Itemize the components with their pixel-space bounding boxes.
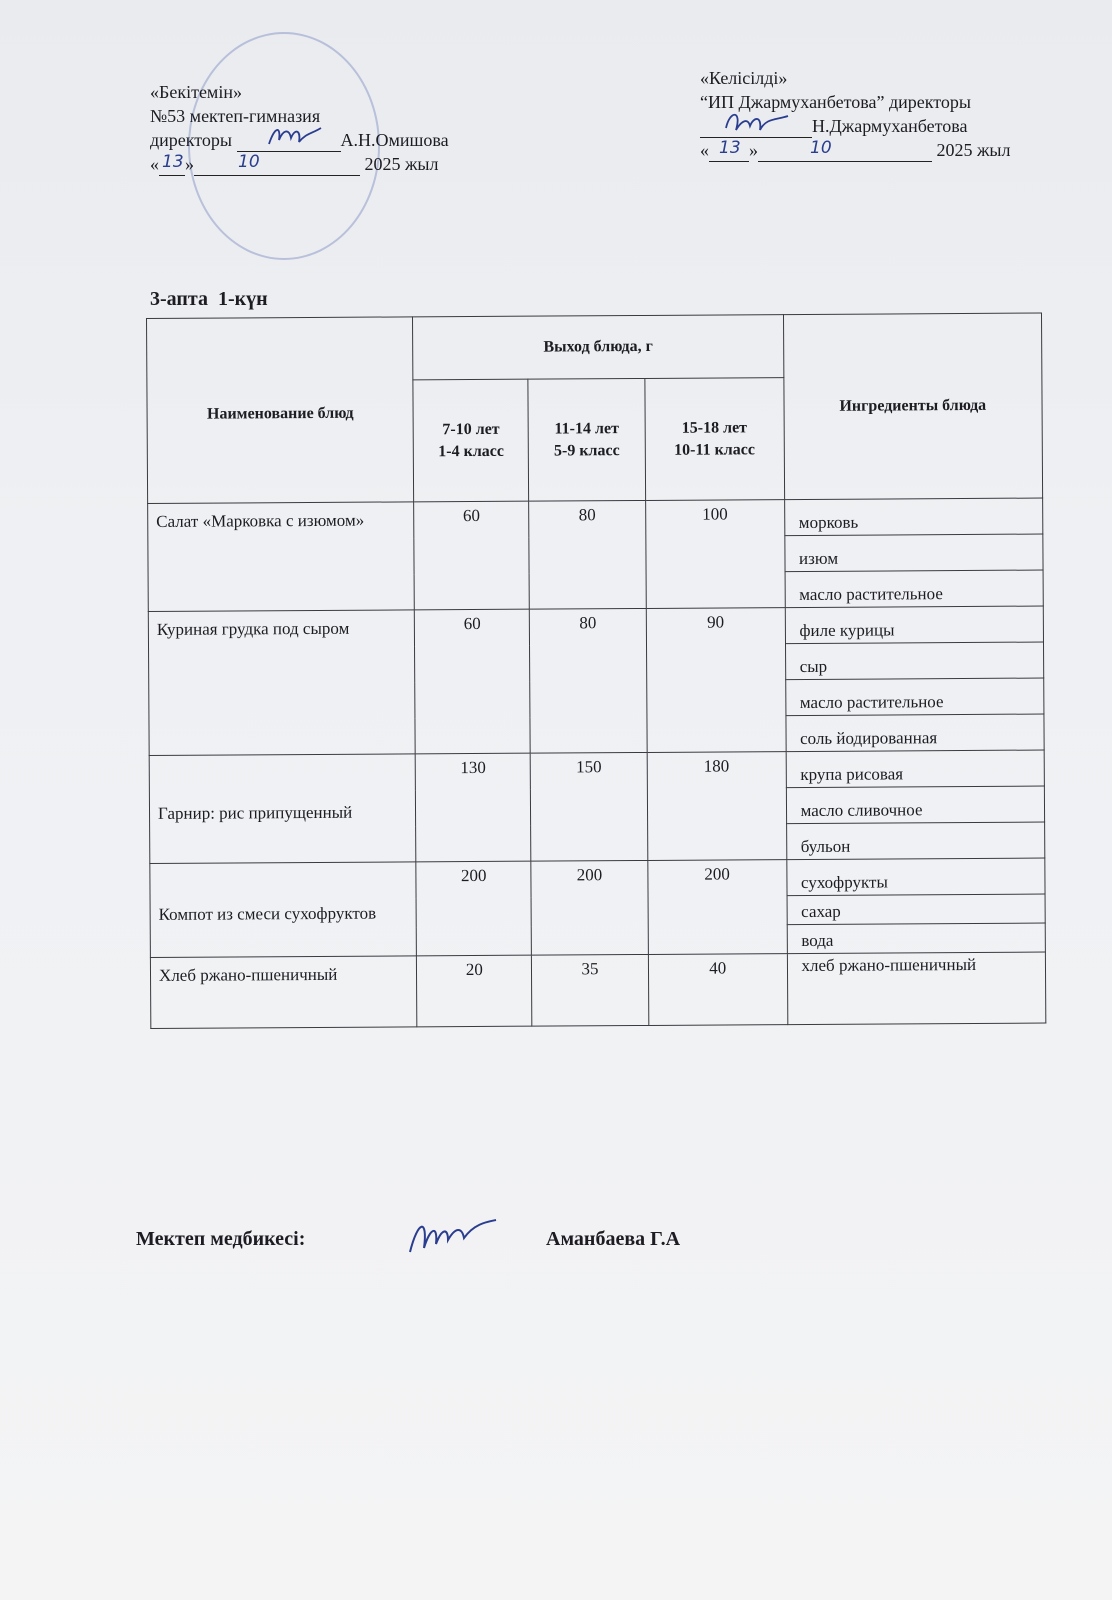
ingredient: соль йодированная <box>785 714 1044 752</box>
company-director-line <box>700 114 1011 138</box>
signature-line <box>700 118 812 138</box>
ingredient: масло сливочное <box>786 786 1045 824</box>
company-director-name: Н.Джармуханбетова <box>812 116 968 136</box>
ingredient: бульон <box>786 822 1045 860</box>
dish-name: Салат «Марковка с изюмом» <box>148 502 415 612</box>
date-day: 13 <box>719 138 741 158</box>
date-line: « 13 » 10 2025 жыл <box>700 138 1011 160</box>
yield-11-14: 80 <box>529 500 646 609</box>
yield-15-18: 180 <box>647 752 786 861</box>
dish-name: Хлеб ржано-пшеничный <box>150 956 417 1029</box>
yield-15-18: 200 <box>648 860 787 955</box>
menu-table <box>146 313 1046 1029</box>
company-director: “ИП Джармуханбетова” директоры <box>700 92 971 112</box>
age-group-1: 7-10 лет 1-4 класс <box>413 379 528 502</box>
director-label: директоры <box>150 130 233 150</box>
header-ingredients: Ингредиенты блюда <box>783 313 1043 500</box>
date-line: « 13 » 10 2025 жыл <box>150 152 439 174</box>
table-row <box>149 750 1044 791</box>
director-name: А.Н.Омишова <box>340 130 449 150</box>
yield-7-10: 60 <box>415 609 531 754</box>
dish-name: Гарнир: рис припущенный <box>149 754 416 864</box>
ingredient: сыр <box>785 642 1044 680</box>
ingredient: хлеб ржано-пшеничный <box>787 952 1046 1025</box>
ingredient: масло растительное <box>785 678 1044 716</box>
dish-name: Компот из смеси сухофруктов <box>150 862 417 958</box>
yield-11-14: 35 <box>532 954 649 1026</box>
school-name: №53 мектеп-гимназия <box>150 106 321 126</box>
header-dish-name: Наименование блюд <box>147 317 415 504</box>
age-group-3: 15-18 лет 10-11 класс <box>645 378 784 501</box>
agree-heading: «Келісілді» <box>700 68 788 88</box>
director-line <box>150 128 449 152</box>
date-month: 10 <box>238 152 260 172</box>
yield-11-14: 80 <box>529 608 647 753</box>
ingredient: крупа рисовая <box>786 750 1045 788</box>
yield-15-18: 100 <box>646 500 785 609</box>
header-row <box>147 313 1042 381</box>
ingredient: вода <box>787 923 1046 954</box>
yield-7-10: 130 <box>416 753 531 862</box>
date-day: 13 <box>162 152 184 172</box>
table-row <box>148 606 1043 647</box>
company-signature <box>722 106 792 140</box>
menu-title: 3-апта 1-күн <box>150 288 268 310</box>
nurse-name: Аманбаева Г.А <box>546 1228 681 1250</box>
yield-7-10: 60 <box>414 501 529 610</box>
date-month: 10 <box>810 138 832 158</box>
ingredient: масло растительное <box>785 570 1044 608</box>
ingredient: изюм <box>784 534 1043 572</box>
dish-name: Куриная грудка под сыром <box>148 610 415 756</box>
approval-block-left <box>150 80 449 176</box>
ingredient: сахар <box>787 894 1046 925</box>
nurse-label: Мектеп медбикесі: <box>136 1228 306 1250</box>
table-row <box>150 952 1045 1028</box>
date-year: 2025 жыл <box>364 154 439 174</box>
yield-11-14: 150 <box>530 752 647 861</box>
age-group-2: 11-14 лет 5-9 класс <box>528 378 645 501</box>
approve-heading: «Бекітемін» <box>150 82 242 102</box>
date-year: 2025 жыл <box>936 140 1011 160</box>
approval-block-right <box>700 66 1011 162</box>
yield-11-14: 200 <box>531 860 648 955</box>
nurse-signature <box>404 1214 500 1258</box>
yield-15-18: 40 <box>648 954 787 1026</box>
table-row <box>150 858 1045 899</box>
ingredient: сухофрукты <box>786 858 1045 896</box>
ingredient: филе курицы <box>785 606 1044 644</box>
yield-7-10: 20 <box>417 955 532 1027</box>
table-row <box>148 498 1043 539</box>
yield-15-18: 90 <box>646 608 786 753</box>
director-signature <box>265 120 325 154</box>
signature-line <box>237 132 341 152</box>
header-yield: Выход блюда, г <box>413 315 783 380</box>
yield-7-10: 200 <box>416 861 531 956</box>
ingredient: морковь <box>784 498 1043 536</box>
